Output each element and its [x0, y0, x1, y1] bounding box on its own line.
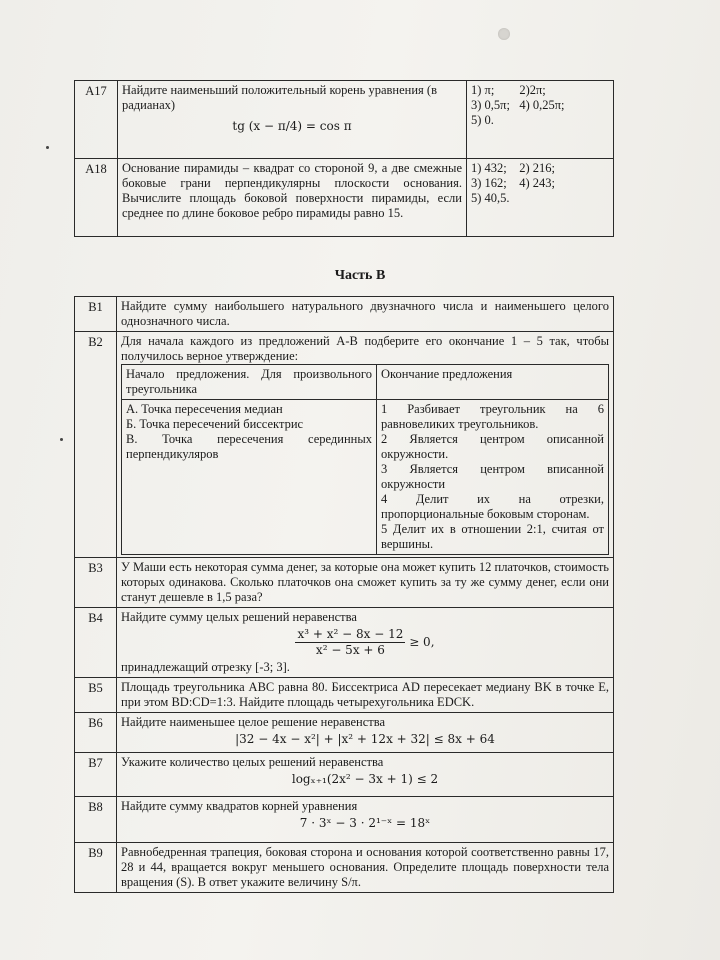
table-row	[75, 678, 614, 713]
task-text: Для начала каждого из предложений А-В подберите его окончание 1 – 5 так, чтобы получилось верное утверждение:	[121, 334, 609, 363]
table-row	[75, 713, 614, 753]
task-formula: |32 − 4x − x²| + |x² + 12x + 32| ≤ 8x + 64	[235, 732, 495, 746]
list-item: 3 Является центром вписанной окружности	[381, 462, 604, 491]
list-item: 5 Делит их в отношении 2:1, считая от вершины.	[381, 522, 604, 551]
task-formula: tg (x − π/4) = cos π	[232, 119, 352, 133]
task-number: B1	[75, 297, 117, 332]
list-item: 4 Делит их на отрезки, пропорциональные боковым сторонам.	[381, 492, 604, 521]
table-row	[75, 81, 614, 159]
task-number: B3	[75, 558, 117, 608]
ink-dot	[46, 146, 49, 149]
task-text: Найдите наименьшее целое решение неравенства	[121, 715, 386, 729]
task-number: B8	[75, 797, 117, 843]
table-row	[75, 797, 614, 843]
task-number: A18	[75, 159, 118, 237]
numerator: x³ + x² − 8x − 12	[297, 627, 404, 641]
column-header: Начало предложения. Для произвольного треугольника	[122, 365, 377, 400]
task-number: B5	[75, 678, 117, 713]
table-row	[122, 400, 609, 555]
answer-options: 1) π; 2)2π; 3) 0,5π; 4) 0,25π; 5) 0.	[467, 81, 614, 159]
task-text: Укажите количество целых решений неравенства	[121, 755, 384, 769]
list-item: 1 Разбивает треугольник на 6 равновеликих треугольников.	[381, 402, 604, 431]
list-item: А. Точка пересечения медиан	[126, 402, 283, 416]
task-number: B4	[75, 608, 117, 678]
table-row	[75, 558, 614, 608]
fraction	[295, 627, 405, 658]
task-text: Площадь треугольника ABC равна 80. Биссектриса AD пересекает медиану BK в точке E, при этом BD:CD=1:3. Найдите площадь четырехугольника EDCK.	[117, 678, 614, 713]
task-text: Основание пирамиды – квадрат со стороной 9, а две смежные боковые грани перпендикулярны плоскости основания. Вычислите площадь боковой поверхности пирамиды, если среднее по длине боковое ребро пирамиды равно 15.	[118, 159, 467, 237]
task-number: B7	[75, 753, 117, 797]
task-formula: logₓ₊₁(2x² − 3x + 1) ≤ 2	[291, 772, 439, 786]
task-text: Найдите сумму наибольшего натурального двузначного числа и наименьшего целого однозначного числа.	[117, 297, 614, 332]
table-row	[75, 159, 614, 237]
table-row	[75, 297, 614, 332]
table-row	[75, 753, 614, 797]
table-row	[75, 608, 614, 678]
part-b-table	[74, 296, 614, 893]
answer-options: 1) 432; 2) 216; 3) 162; 4) 243; 5) 40,5.	[467, 159, 614, 237]
matching-table	[121, 364, 609, 555]
task-text: У Маши есть некоторая сумма денег, за которые она может купить 12 платочков, стоимость которых одинакова. Сколько платочков она сможет купить за ту же сумму денег, если они станут дешевле в 1,5 раза?	[117, 558, 614, 608]
task-text: Найдите сумму квадратов корней уравнения	[121, 799, 358, 813]
table-row	[75, 332, 614, 558]
part-a-table	[74, 80, 614, 237]
task-number: B6	[75, 713, 117, 753]
list-item: 2 Является центром описанной окружности.	[381, 432, 604, 461]
list-item: В. Точка пересечения серединных перпендикуляров	[126, 432, 372, 461]
relation: ≥ 0,	[409, 635, 435, 649]
denominator: x² − 5x + 6	[315, 643, 385, 657]
ink-dot	[60, 438, 63, 441]
section-heading: Часть В	[334, 268, 386, 283]
task-text: Найдите сумму целых решений неравенства	[121, 610, 357, 624]
task-text: Равнобедренная трапеция, боковая сторона и основания которой соответственно равны 17, 28 и 44, вращается вокруг меньшего основания. Определите площадь поверхности тела вращения (S). В ответ укажите величину S/π.	[117, 843, 614, 893]
table-row	[75, 843, 614, 893]
table-row	[122, 365, 609, 400]
task-formula	[121, 627, 609, 658]
task-text-tail: принадлежащий отрезку [-3; 3].	[121, 660, 290, 674]
task-number: A17	[75, 81, 118, 159]
task-text: Найдите наименьший положительный корень уравнения (в радианах)	[122, 83, 437, 112]
task-number: B2	[75, 332, 117, 558]
column-header: Окончание предложения	[377, 365, 609, 400]
task-number: B9	[75, 843, 117, 893]
list-item: Б. Точка пересечений биссектрис	[126, 417, 304, 431]
task-formula: 7 · 3ˣ − 3 · 2¹⁻ˣ = 18ˣ	[299, 816, 431, 830]
punch-hole	[498, 28, 510, 40]
